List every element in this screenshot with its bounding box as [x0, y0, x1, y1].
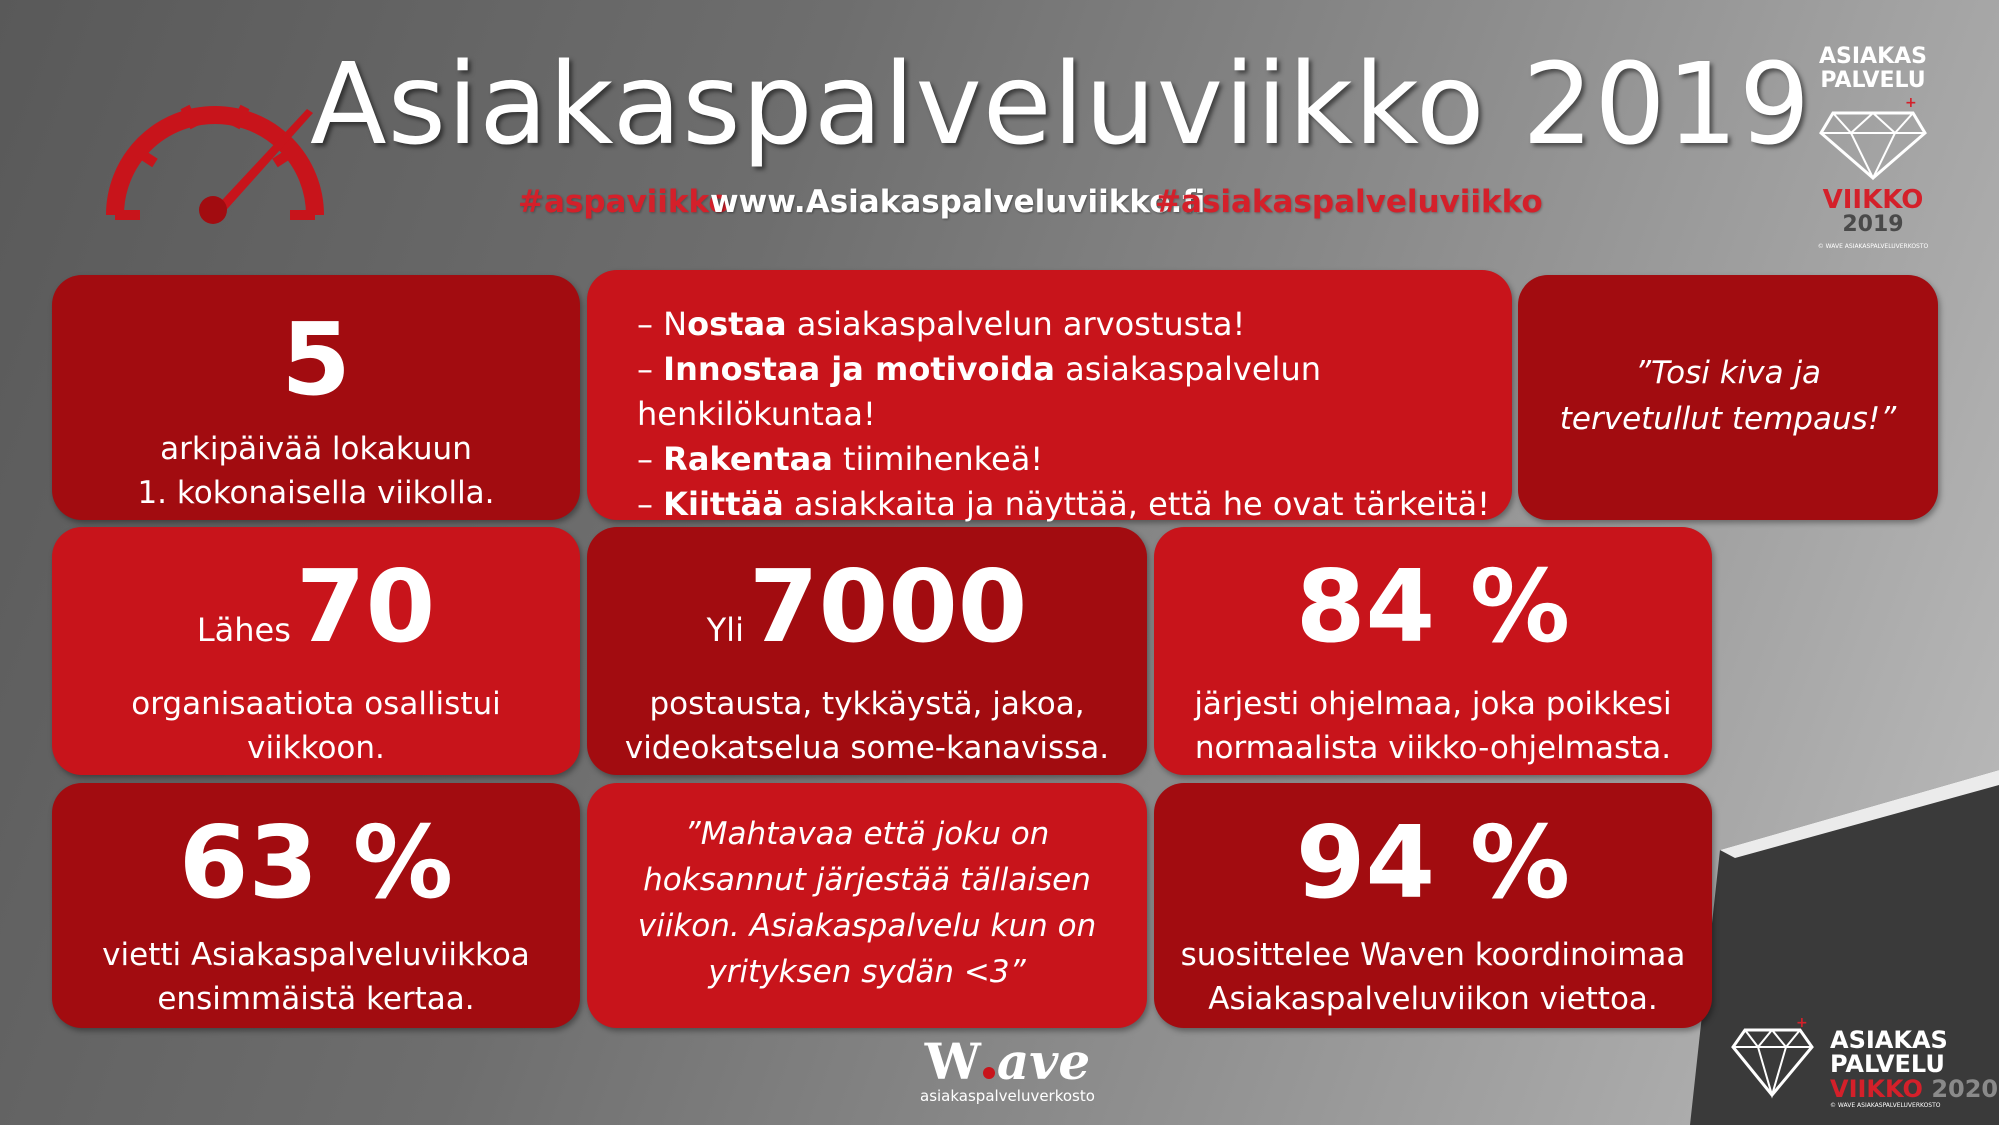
- diamond-icon: [1813, 93, 1933, 183]
- svg-text:+: +: [1796, 1015, 1808, 1031]
- logo-2019-copyright: © WAVE ASIAKASPALVELUVERKOSTO: [1817, 243, 1929, 250]
- logo-2020-line3: VIIKKO: [1830, 1075, 1923, 1103]
- logo-2020-year: 2020: [1931, 1075, 1999, 1103]
- quote-1-line2: tervetullut tempaus!”: [1559, 401, 1897, 437]
- logo-2019-year: 2019: [1842, 212, 1904, 237]
- hashtag-asiakaspalveluviikko[interactable]: #asiakaspalveluviikko: [1155, 184, 1543, 220]
- svg-text:+: +: [1905, 95, 1917, 111]
- wave-tagline: asiakaspalveluverkosto: [920, 1087, 1095, 1105]
- quote-2-line2: hoksannut järjestää tällaisen: [643, 862, 1091, 898]
- stat-posts-line1: postausta, tykkäystä, jakoa,: [649, 686, 1085, 722]
- page-title: Asiakaspalveluviikko 2019: [310, 40, 1812, 170]
- wave-logo-rest: ave: [996, 1032, 1091, 1091]
- stat-orgs-number: 70: [296, 548, 436, 665]
- speedometer-icon: [95, 65, 335, 225]
- stat-first-line1: vietti Asiakaspalveluviikkoa: [102, 937, 530, 973]
- stat-posts-box: [587, 527, 1147, 775]
- goals-box: [587, 270, 1512, 523]
- goal-item: – Kiittää asiakkaita ja näyttää, että he ovat tärkeitä!: [637, 485, 1490, 523]
- stat-program-line1: järjesti ohjelmaa, joka poikkesi: [1194, 686, 1672, 722]
- website-link[interactable]: www.Asiakaspalveluviikko.fi: [710, 184, 1206, 220]
- stat-program-box: [1154, 527, 1712, 775]
- stat-recommend-line1: suosittelee Waven koordinoimaa: [1180, 937, 1686, 973]
- quote-2-line3: viikon. Asiakaspalvelu kun on: [637, 908, 1097, 944]
- stat-days-line1: arkipäivää lokakuun: [160, 431, 472, 467]
- logo-2020-copyright: © WAVE ASIAKASPALVELUVERKOSTO: [1830, 1102, 1941, 1109]
- stat-days-line2: 1. kokonaisella viikolla.: [137, 475, 495, 511]
- logo-2019-line1: ASIAKAS: [1818, 44, 1927, 69]
- stat-orgs-box: [52, 527, 580, 775]
- logo-2020-line1: ASIAKAS: [1830, 1026, 1948, 1054]
- wave-logo: [920, 1032, 1095, 1105]
- goal-item: – Rakentaa tiimihenkeä!: [637, 440, 1044, 478]
- stat-first-number: 63 %: [178, 804, 454, 921]
- stat-posts-line2: videokatselua some-kanavissa.: [624, 730, 1110, 766]
- quote-box-2: [587, 783, 1147, 1028]
- logo-2019-line2: PALVELU: [1820, 68, 1926, 93]
- quote-box-1: [1518, 275, 1938, 520]
- logo-2019-line3: VIIKKO: [1822, 185, 1924, 215]
- stat-program-line2: normaalista viikko-ohjelmasta.: [1194, 730, 1672, 766]
- quote-2-line1: ”Mahtavaa että joku on: [684, 816, 1050, 852]
- hashtag-aspaviikko[interactable]: #aspaviikko: [518, 184, 730, 220]
- stat-posts-number: 7000: [749, 548, 1028, 665]
- goals-list: [637, 302, 1512, 527]
- quote-1-line1: ”Tosi kiva ja: [1634, 355, 1822, 391]
- goal-item: – Innostaa ja motivoida asiakaspalvelun henkilökuntaa!: [637, 350, 1321, 433]
- stat-days-box: [52, 275, 580, 520]
- stat-recommend-box: [1154, 783, 1712, 1028]
- stat-orgs-line2: viikkoon.: [247, 730, 385, 766]
- wave-dot-icon: [983, 1067, 995, 1079]
- logo-2019: [1798, 45, 1948, 250]
- stat-first-line2: ensimmäistä kertaa.: [157, 981, 475, 1017]
- stat-days-number: 5: [281, 301, 351, 418]
- goal-item: – Nostaa asiakaspalvelun arvostusta!: [637, 305, 1246, 343]
- logo-2020-line2: PALVELU: [1830, 1050, 1945, 1078]
- wave-logo-w: W: [924, 1032, 981, 1091]
- stat-recommend-number: 94 %: [1295, 804, 1571, 921]
- quote-2-line4: yrityksen sydän <3”: [708, 954, 1026, 990]
- stat-program-number: 84 %: [1295, 548, 1571, 665]
- stat-posts-prefix: Yli: [706, 611, 744, 649]
- stat-orgs-prefix: Lähes: [196, 611, 291, 649]
- diamond-icon-2020: [1730, 1015, 1820, 1105]
- stat-first-box: [52, 783, 580, 1028]
- stat-recommend-line2: Asiakaspalveluviikon viettoa.: [1208, 981, 1658, 1017]
- stat-orgs-line1: organisaatiota osallistui: [131, 686, 501, 722]
